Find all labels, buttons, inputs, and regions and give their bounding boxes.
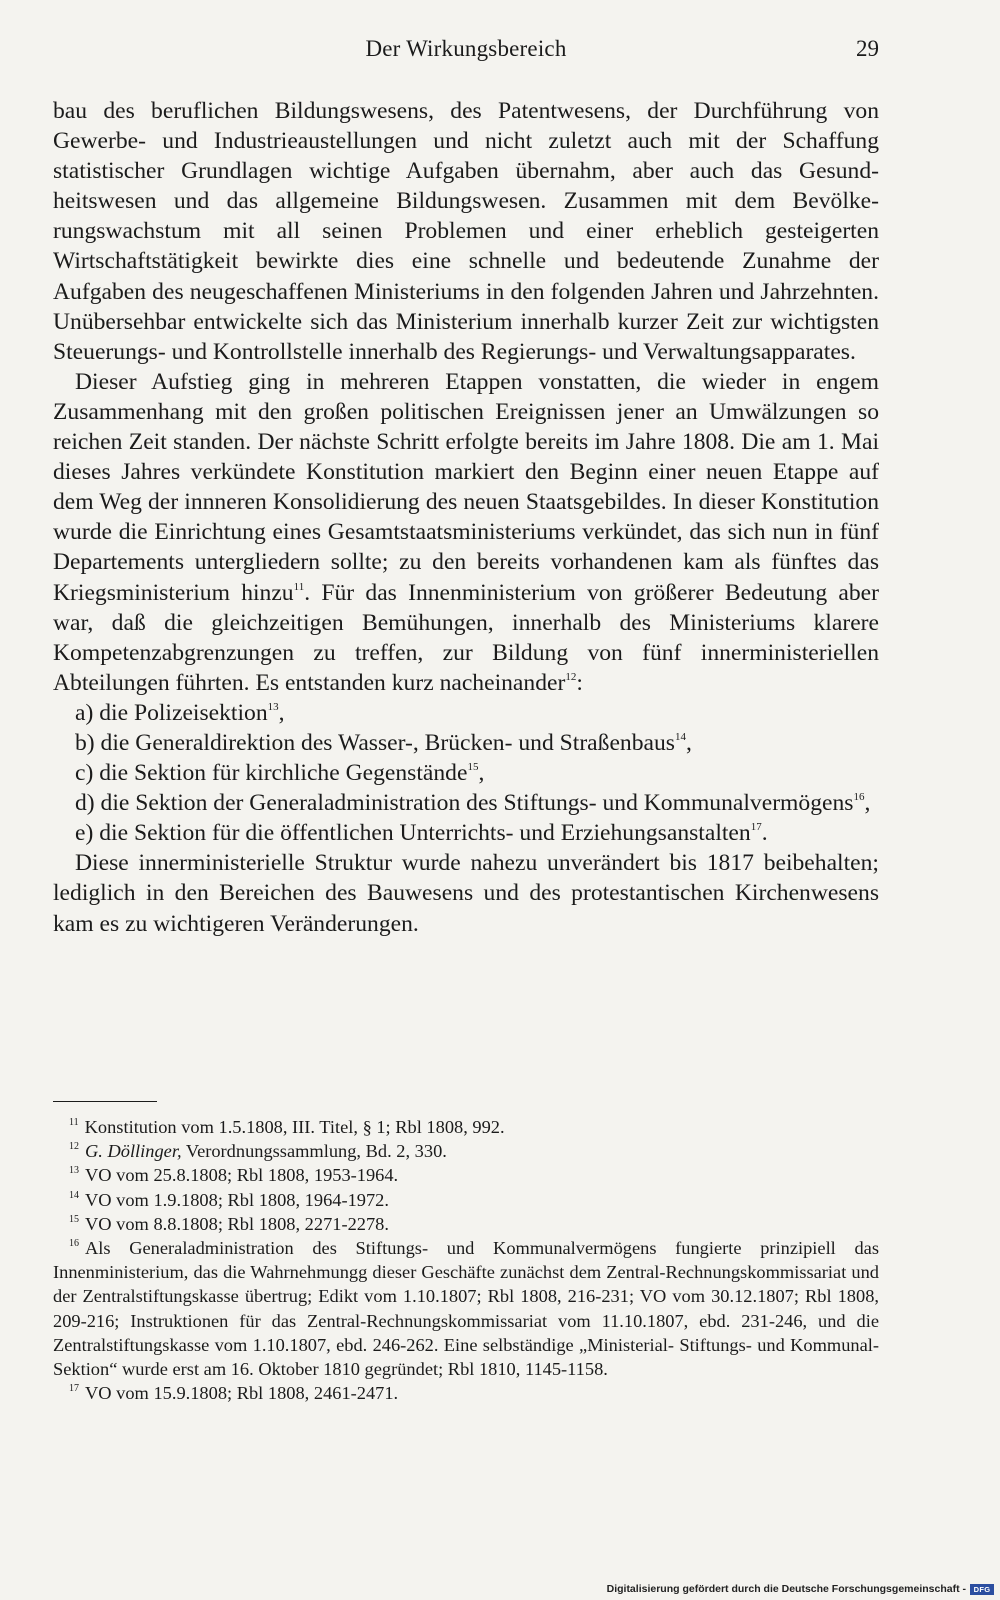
footnote bbox=[53, 1236, 879, 1381]
list-item-text: b) die Generaldirektion des Wasser-, Brücken- und Straßenbaus bbox=[75, 729, 675, 756]
running-title: Der Wirkungsbereich bbox=[365, 36, 567, 61]
paragraph-2-part-3: : bbox=[576, 669, 583, 696]
list-item-text: a) die Polizeisektion bbox=[75, 699, 268, 726]
paragraph-2 bbox=[53, 367, 879, 698]
footnote-ref-13: 13 bbox=[267, 700, 279, 713]
footnote-text: VO vom 15.9.1808; Rbl 1808, 2461-2471. bbox=[85, 1383, 399, 1404]
footnote-text: Als Generaladministration des Stiftungs- und Kommunalvermögens fungierte prinzipiell das Innenministerium, das die Wahrnehmungg dieser Geschäfte zunächst dem Zentral-Rechnungskommissariat und der Zentralstiftungskasse übertrug; Edikt vom 1.10.1807; Rbl 1808, 216-231; VO vom 30.12.1807; Rbl 1808, 209-216; Instruktionen für das Zentral-Rechnungskommissariat vom 11.10.1807, ebd. 231-246, und die Zentralstiftungskasse vom 1.10.1807, ebd. 246-262. Eine selbständige „Ministerial- Stiftungs- und Kommunal-Sektion“ wurde erst am 16. Oktober 1810 gegründet; Rbl 1810, 1145-1158. bbox=[53, 1238, 879, 1380]
footnote bbox=[53, 1381, 879, 1405]
paragraph-3: Diese innerministerielle Struktur wurde nahezu unverändert bis 1817 beibehalten; lediglich in den Bereichen des Bauwesens und des protestantischen Kirchenwesens kam es zu wichtigeren Veränderungen. bbox=[53, 850, 879, 937]
list-item bbox=[53, 818, 879, 848]
list-item-text: c) die Sektion für kirchliche Gegenstände bbox=[75, 760, 468, 787]
list-item bbox=[53, 788, 879, 818]
list-item-text: d) die Sektion der Generaladministration des Stiftungs- und Kommunalvermögens bbox=[75, 790, 854, 817]
list-item-end: , bbox=[478, 760, 485, 787]
footnote-ref-17: 17 bbox=[750, 821, 762, 834]
list-item bbox=[53, 698, 879, 728]
footnote bbox=[53, 1212, 879, 1236]
footnote-text: Konstitution vom 1.5.1808, III. Titel, § 1; Rbl 1808, 992. bbox=[84, 1117, 505, 1137]
credit-text: Digitalisierung gefördert durch die Deutsche Forschungsgemeinschaft - bbox=[606, 1583, 966, 1595]
list-item-end: , bbox=[685, 729, 692, 756]
list-item-end: , bbox=[278, 699, 285, 726]
list-item bbox=[53, 728, 879, 758]
footnote-ref-12: 12 bbox=[565, 670, 577, 683]
dfg-logo: DFG bbox=[970, 1584, 994, 1595]
list-item-end: . bbox=[761, 820, 768, 847]
list-item bbox=[53, 758, 879, 788]
footnote-ref-16: 16 bbox=[853, 791, 865, 804]
paragraph-1: bau des beruflichen Bildungswesens, des Patentwesens, der Durchführung von Gewerbe- und Industrieaustellungen und nicht zuletzt auch mit der Schaffung statistischer Grundlagen wichtige Aufgaben übernahm, aber auch das Gesundheitswesen und das allgemeine Bildungswesen. Zusammen mit dem Bevölkerungswachstum mit all seinen Problemen und einer erheblich gesteigerten Wirtschaftstätigkeit bewirkte dies eine schnelle und bedeutende Zunahme der Aufgaben des neugeschaffenen Ministeriums in den folgenden Jahren und Jahrzehnten. Unübersehbar entwickelte sich das Ministerium innerhalb kurzer Zeit zur wichtigsten Steuerungs- und Kontrollstelle innerhalb des Regierungs- und Verwaltungsapparates. bbox=[53, 98, 879, 365]
footnote-number: 14 bbox=[69, 1189, 79, 1201]
footnote-author: G. Döllinger, bbox=[85, 1141, 182, 1162]
footnote bbox=[53, 1188, 879, 1212]
footnote-number: 12 bbox=[69, 1141, 79, 1153]
footnote bbox=[53, 1139, 879, 1163]
footnote-ref-15: 15 bbox=[467, 761, 479, 774]
paragraph-2-part-1: Dieser Aufstieg ging in mehreren Etappen vonstatten, die wieder in engem Zusammenhang mit den großen politischen Ereignissen jener an Umwälzungen so reichen Zeit standen. Der nächste Schritt erfolgte bereits im Jahre 1808. Die am 1. Mai dieses Jahres verkündete Konstitution markiert den Beginn einer neuen Etappe auf dem Weg der innneren Konsolidierung des neuen Staatsgebildes. In dieser Konstitution wurde die Einrichtung eines Gesamtstaatsministeriums verkündet, das sich nun in fünf Departements untergliedern sollte; zu den bereits vorhandenen kam als fünftes das Kriegsministerium hinzu bbox=[53, 368, 879, 606]
page-header bbox=[53, 36, 879, 70]
list-item-text: e) die Sektion für die öffentlichen Unterrichts- und Erziehungsanstalten bbox=[75, 820, 751, 847]
footnote-text: VO vom 8.8.1808; Rbl 1808, 2271-2278. bbox=[85, 1213, 389, 1234]
list-item-end: , bbox=[864, 790, 871, 817]
footnote-number: 17 bbox=[69, 1383, 79, 1395]
page-number: 29 bbox=[856, 36, 879, 61]
footnote-number: 16 bbox=[69, 1238, 79, 1250]
footnote-text: VO vom 25.8.1808; Rbl 1808, 1953-1964. bbox=[85, 1165, 399, 1186]
footnote-ref-11: 11 bbox=[293, 580, 305, 593]
footnote-number: 15 bbox=[69, 1213, 79, 1225]
main-text bbox=[53, 96, 879, 939]
footnote-text: VO vom 1.9.1808; Rbl 1808, 1964-1972. bbox=[85, 1189, 389, 1210]
footnote-ref-14: 14 bbox=[674, 730, 686, 743]
footnote bbox=[53, 1115, 879, 1139]
footnote-separator bbox=[53, 1101, 157, 1102]
footnotes bbox=[53, 1115, 879, 1405]
footnote bbox=[53, 1163, 879, 1187]
footnote-text: Verordnungssammlung, Bd. 2, 330. bbox=[181, 1141, 447, 1162]
footnote-number: 13 bbox=[69, 1165, 79, 1177]
paragraph-2-part-2: . Für das Innenministerium von größerer Bedeutung aber war, daß die gleichzeitigen Bemühungen, innerhalb des Ministeriums klarere Kompetenzabgrenzungen zu treffen, zur Bildung von fünf innerministeriellen Abteilungen führten. Es entstanden kurz nacheinander bbox=[53, 579, 879, 696]
footnote-number: 11 bbox=[69, 1117, 79, 1128]
digitization-credit bbox=[607, 1580, 994, 1598]
